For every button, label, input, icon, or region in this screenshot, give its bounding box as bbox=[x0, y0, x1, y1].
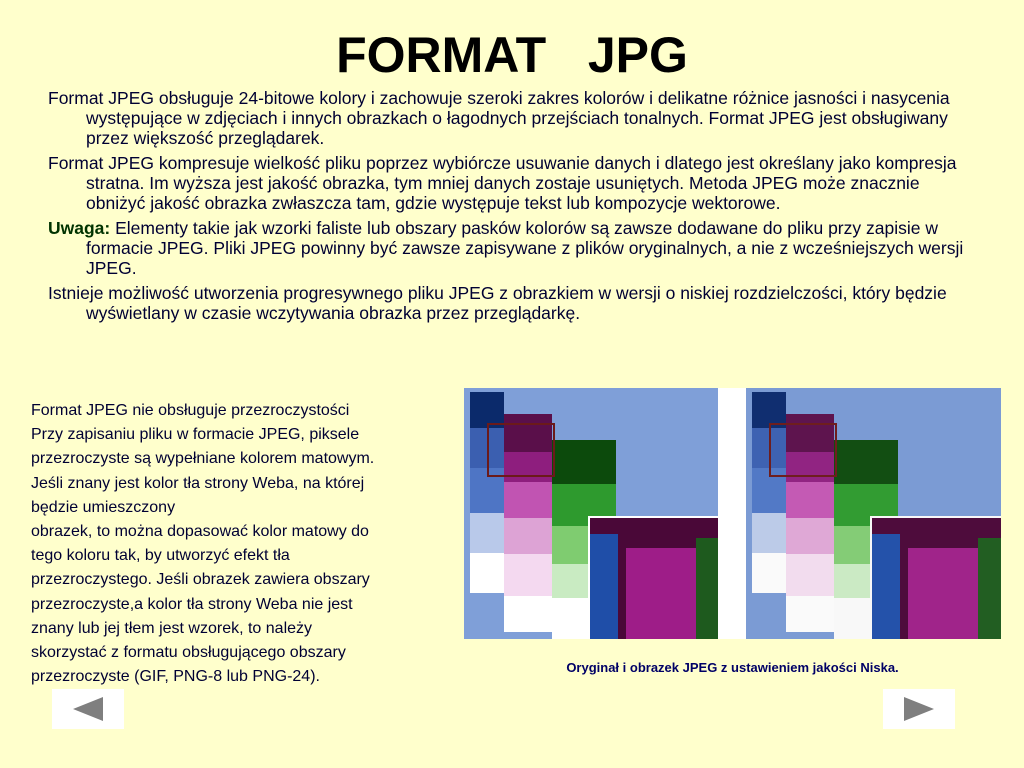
slide-title: FORMAT JPG bbox=[336, 27, 688, 83]
bullet-text: Istnieje możliwość utworzenia progresywnego pliku JPEG z obrazkiem w wersji o niskiej rozdzielczości, który będzie wyświetlany w czasie wczytywania obrazka przez przeglądarkę. bbox=[48, 283, 947, 323]
note-line: tego koloru tak, by utworzyć efekt tła bbox=[31, 547, 290, 565]
jpeg-image-graphic bbox=[746, 388, 1001, 639]
previous-slide-button[interactable] bbox=[52, 689, 124, 729]
bullet-paragraph bbox=[48, 153, 968, 213]
bullet-paragraph bbox=[48, 218, 968, 278]
right-triangle-icon bbox=[902, 696, 936, 722]
note-line: skorzystać z formatu obsługującego obszary bbox=[31, 644, 346, 662]
transparency-note bbox=[31, 399, 461, 689]
bullet-text: Format JPEG obsługuje 24-bitowe kolory i zachowuje szeroki zakres kolorów i delikatne różnice jasności i nasycenia występujące w zdjęciach i innych obrazkach o łagodnych przejściach tonalnych. Format JPEG jest obsługiwany przez większość przeglądarek. bbox=[48, 88, 950, 148]
note-line: obrazek, to można dopasować kolor matowy do bbox=[31, 523, 369, 541]
bullet-text: Elementy takie jak wzorki faliste lub obszary pasków kolorów są zawsze dodawane do pliku przy zapisie w formacie JPEG. Pliki JPEG powinny być zawsze zapisywane z plików oryginalnych, a nie z wcześniejszych wersji JPEG. bbox=[86, 218, 964, 278]
bullet-text: Format JPEG kompresuje wielkość pliku poprzez wybiórcze usuwanie danych i dlatego jest określany jako kompresja stratna. Im wyższa jest jakość obrazka, tym mniej danych zostaje usuniętych. Metoda JPEG może znacznie obniżyć jakość obrazka zwłaszcza tam, gdzie występuje tekst lub kompozycje wektorowe. bbox=[48, 153, 957, 213]
bullet-paragraph bbox=[48, 283, 968, 323]
warning-label: Uwaga: bbox=[48, 218, 111, 238]
bullet-paragraph bbox=[48, 88, 968, 148]
note-line: Format JPEG nie obsługuje przezroczystości bbox=[31, 402, 350, 419]
next-slide-button[interactable] bbox=[883, 689, 955, 729]
jpeg-image bbox=[746, 388, 1001, 639]
note-line: przezroczystego. Jeśli obrazek zawiera obszary bbox=[31, 571, 370, 589]
comparison-images bbox=[464, 388, 1001, 639]
note-line: przezroczyste są wypełniane kolorem matowym. bbox=[31, 450, 375, 468]
note-line: przezroczyste,a kolor tła strony Weba nie jest bbox=[31, 595, 353, 613]
note-line: będzie umieszczony bbox=[31, 498, 176, 516]
original-image-graphic bbox=[464, 388, 718, 639]
note-line: Jeśli znany jest kolor tła strony Weba, na której bbox=[31, 474, 365, 492]
original-image bbox=[464, 388, 718, 639]
note-line: przezroczyste (GIF, PNG-8 lub PNG-24). bbox=[31, 668, 320, 686]
left-triangle-icon bbox=[71, 696, 105, 722]
note-line: Przy zapisaniu pliku w formacie JPEG, piksele bbox=[31, 426, 360, 444]
note-line: znany lub jej tłem jest wzorek, to należy bbox=[31, 619, 313, 637]
bullet-list bbox=[48, 88, 968, 328]
image-caption: Oryginał i obrazek JPEG z ustawieniem jakości Niska. bbox=[566, 660, 899, 675]
